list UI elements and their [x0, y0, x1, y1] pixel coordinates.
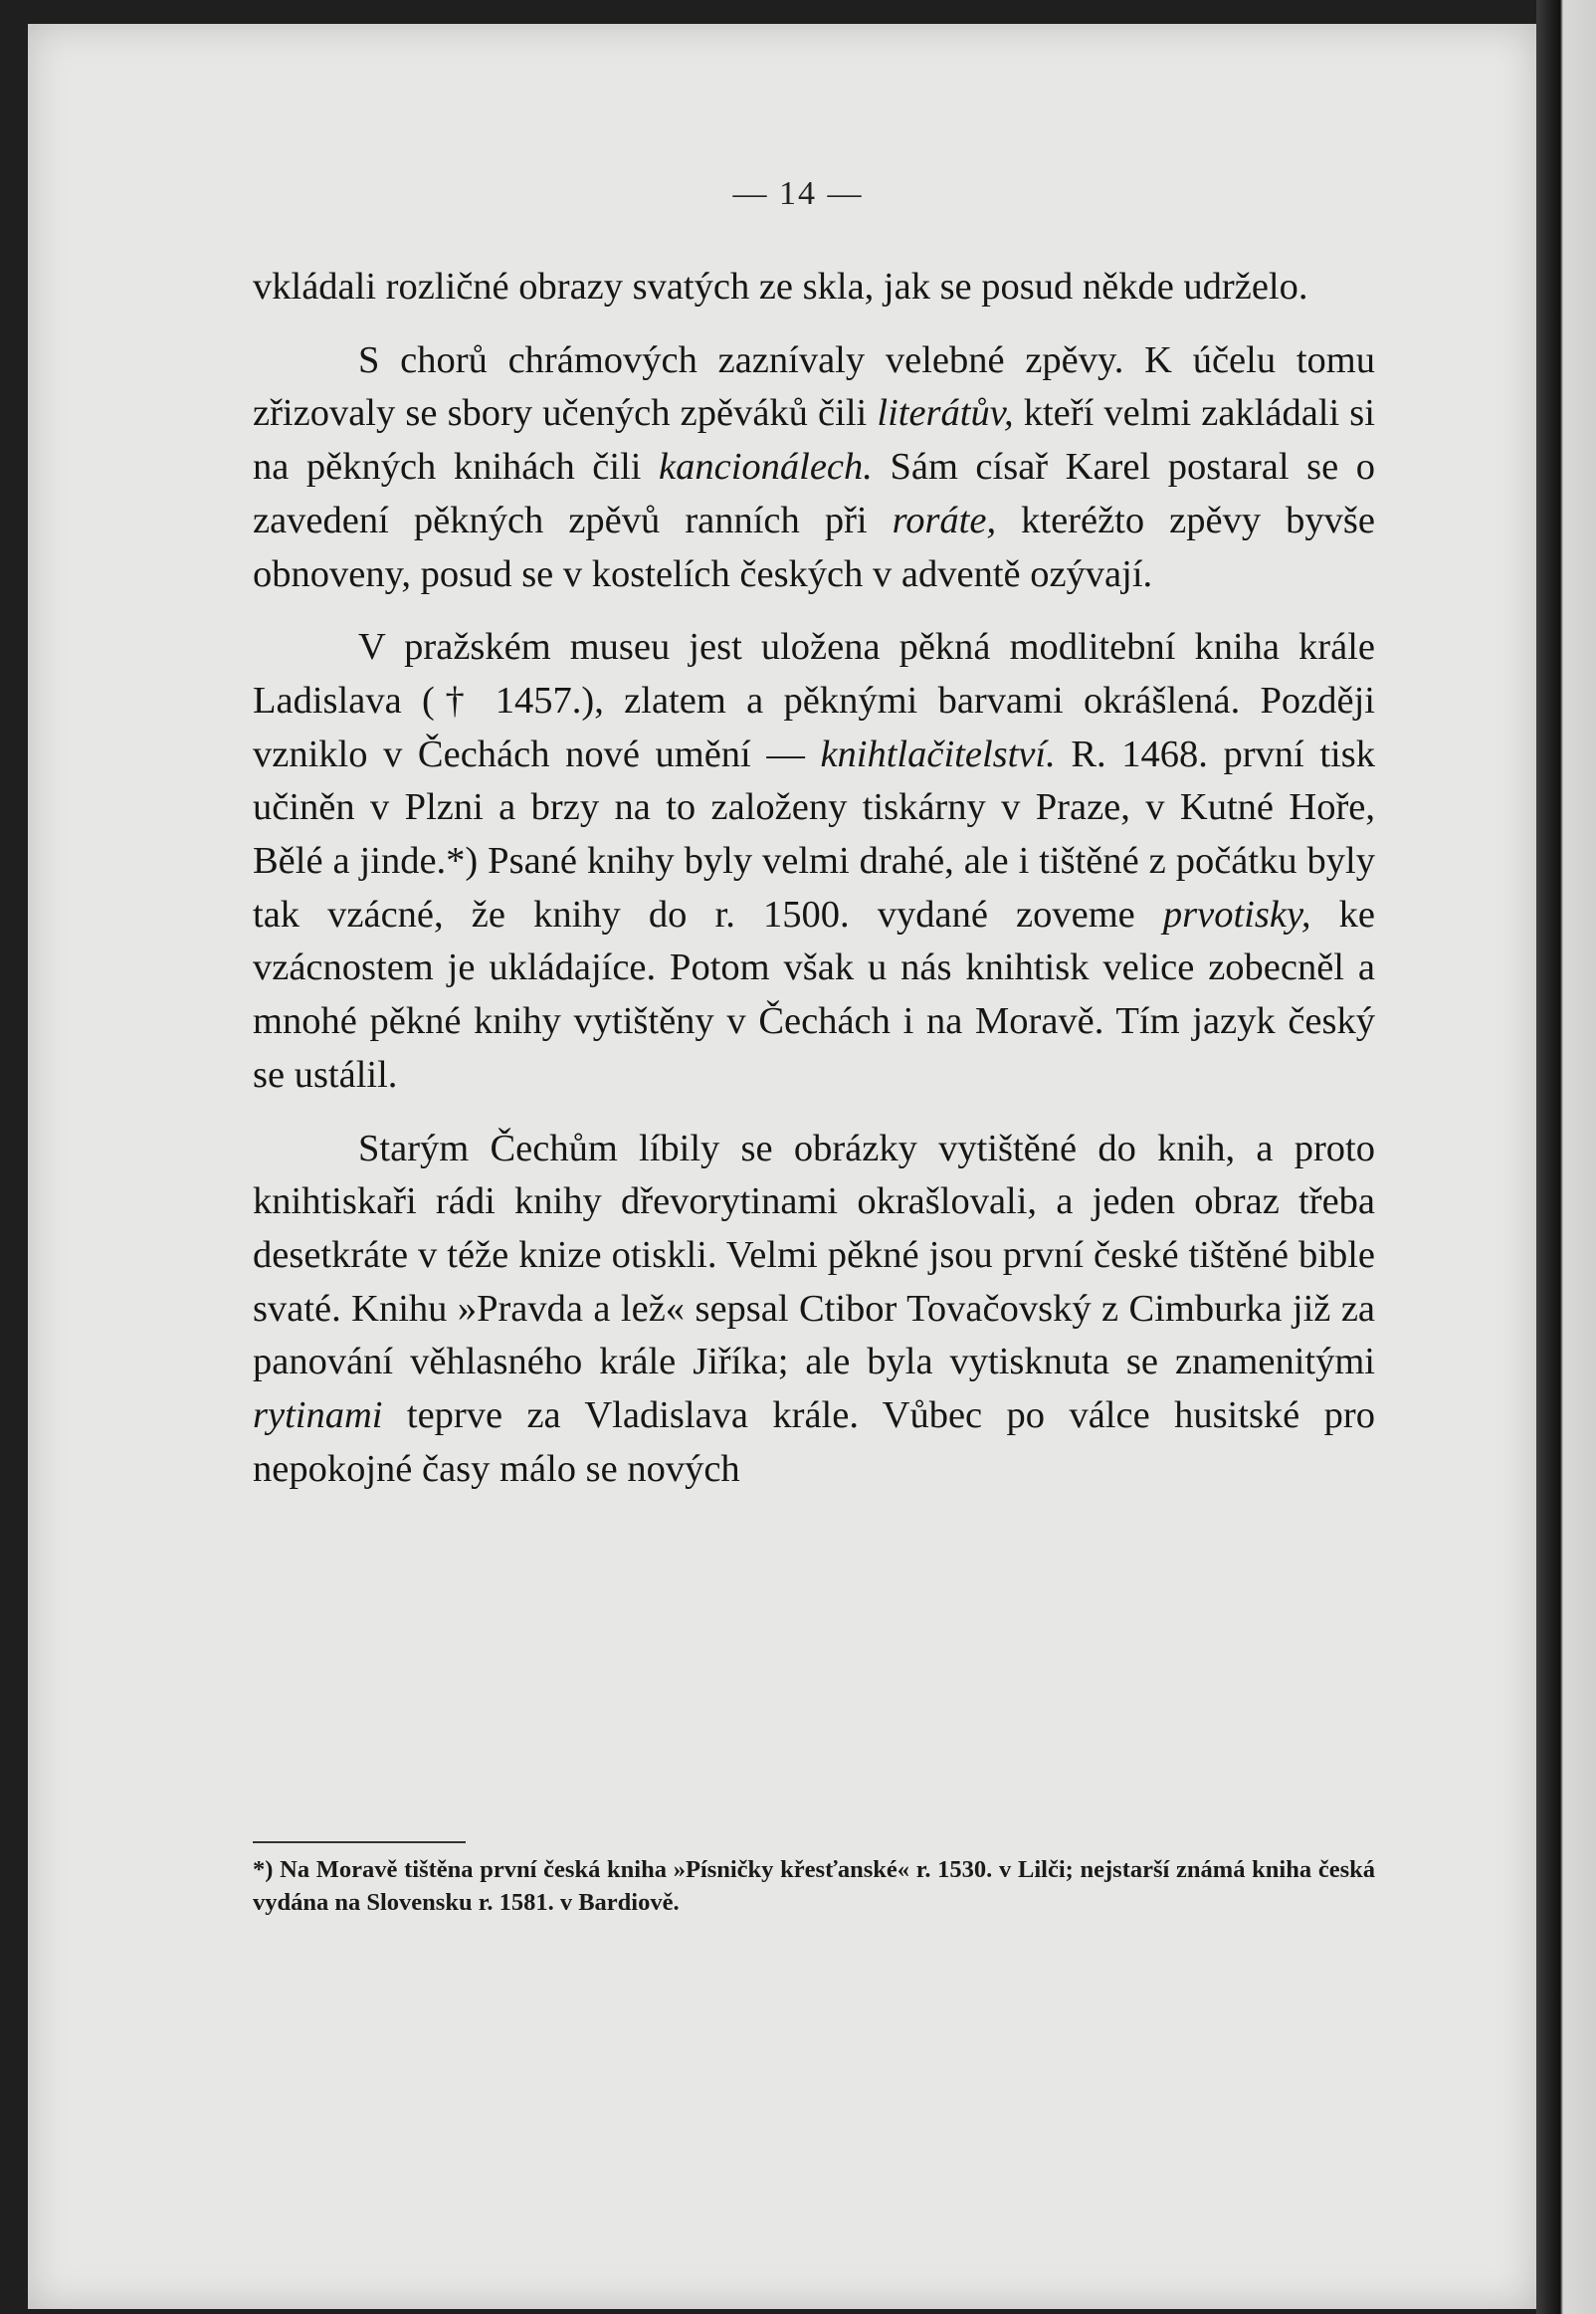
- footnotes: [253, 1853, 1375, 1919]
- paragraph-text: Starým Čechům líbily se obrázky vytištěné do knih, a proto knihtiskaři rádi knihy dřevorytinami okrašlovali, a jeden obraz třeba desetkráte v téže knize otiskli. Velmi pěkné jsou první české tištěné bible svaté. Knihu »Pravda a lež« sepsal Ctibor Tovačovský z Cimburka již za panování věhlasného krále Jiříka; ale byla vytisknuta se znamenitými: [253, 1127, 1375, 1383]
- paragraph-text: kteří velmi zakládali si na pěkných knihách čili: [253, 392, 1375, 489]
- paragraph-text: ke vzácnostem je ukládajíce. Potom však u nás knihtisk velice zobecněl a mnohé pěkné knihy vytištěny v Čechách i na Moravě. Tím jazyk český se ustálil.: [253, 893, 1376, 1096]
- emphasized-text: knihtlačitelství.: [820, 733, 1056, 775]
- page-number: — 14 —: [732, 175, 864, 212]
- emphasized-text: prvotisky,: [1162, 893, 1311, 936]
- paragraph-text: kteréžto zpěvy byvše obnoveny, posud se v kostelích českých v adventě ozývají.: [253, 499, 1375, 595]
- page-edge: [1536, 0, 1596, 2314]
- paragraph-text: teprve za Vladislava krále. Vůbec po válce husitské pro nepokojné časy málo se nových: [253, 1394, 1375, 1490]
- paragraph-text: R. 1468. první tisk učiněn v Plzni a brzy na to založeny tiskárny v Praze, v Kutné Hoře, Bělé a jinde.*) Psané knihy byly velmi drahé, ale i tištěné z počátku byly tak vzácné, že knihy do r. 1500. vydané zoveme: [253, 733, 1375, 936]
- emphasized-text: rytinami: [253, 1394, 383, 1437]
- paragraph-text: S chorů chrámových zaznívaly velebné zpěvy. K účelu tomu zřizovaly se sbory učených zpěváků čili: [253, 338, 1375, 435]
- footnote-divider: [253, 1841, 466, 1843]
- paragraph: [253, 621, 1375, 1102]
- footnote: *) Na Moravě tištěna první česká kniha »Písničky křesťanské« r. 1530. v Lilči; nejstarší známá kniha česká vydána na Slovensku r. 1581. v Bardiově.: [253, 1856, 1375, 1916]
- emphasized-text: literátův,: [877, 392, 1014, 435]
- paragraph-text: vkládali rozličné obrazy svatých ze skla, jak se posud někde udrželo.: [253, 266, 1308, 308]
- emphasized-text: roráte,: [892, 499, 997, 541]
- paragraph-text: V pražském museu jest uložena pěkná modlitební kniha krále Ladislava († 1457.), zlatem a pěknými barvami okrášlená. Později vzniklo v Čechách nové umění —: [253, 626, 1375, 775]
- paragraph: [253, 1123, 1375, 1497]
- paragraph-text: Sám císař Karel postaral se o zavedení pěkných zpěvů ranních při: [253, 446, 1375, 541]
- paragraph: [253, 334, 1375, 602]
- paragraph: [253, 261, 1375, 315]
- body-text: [253, 261, 1375, 1496]
- emphasized-text: kancionálech.: [659, 446, 873, 489]
